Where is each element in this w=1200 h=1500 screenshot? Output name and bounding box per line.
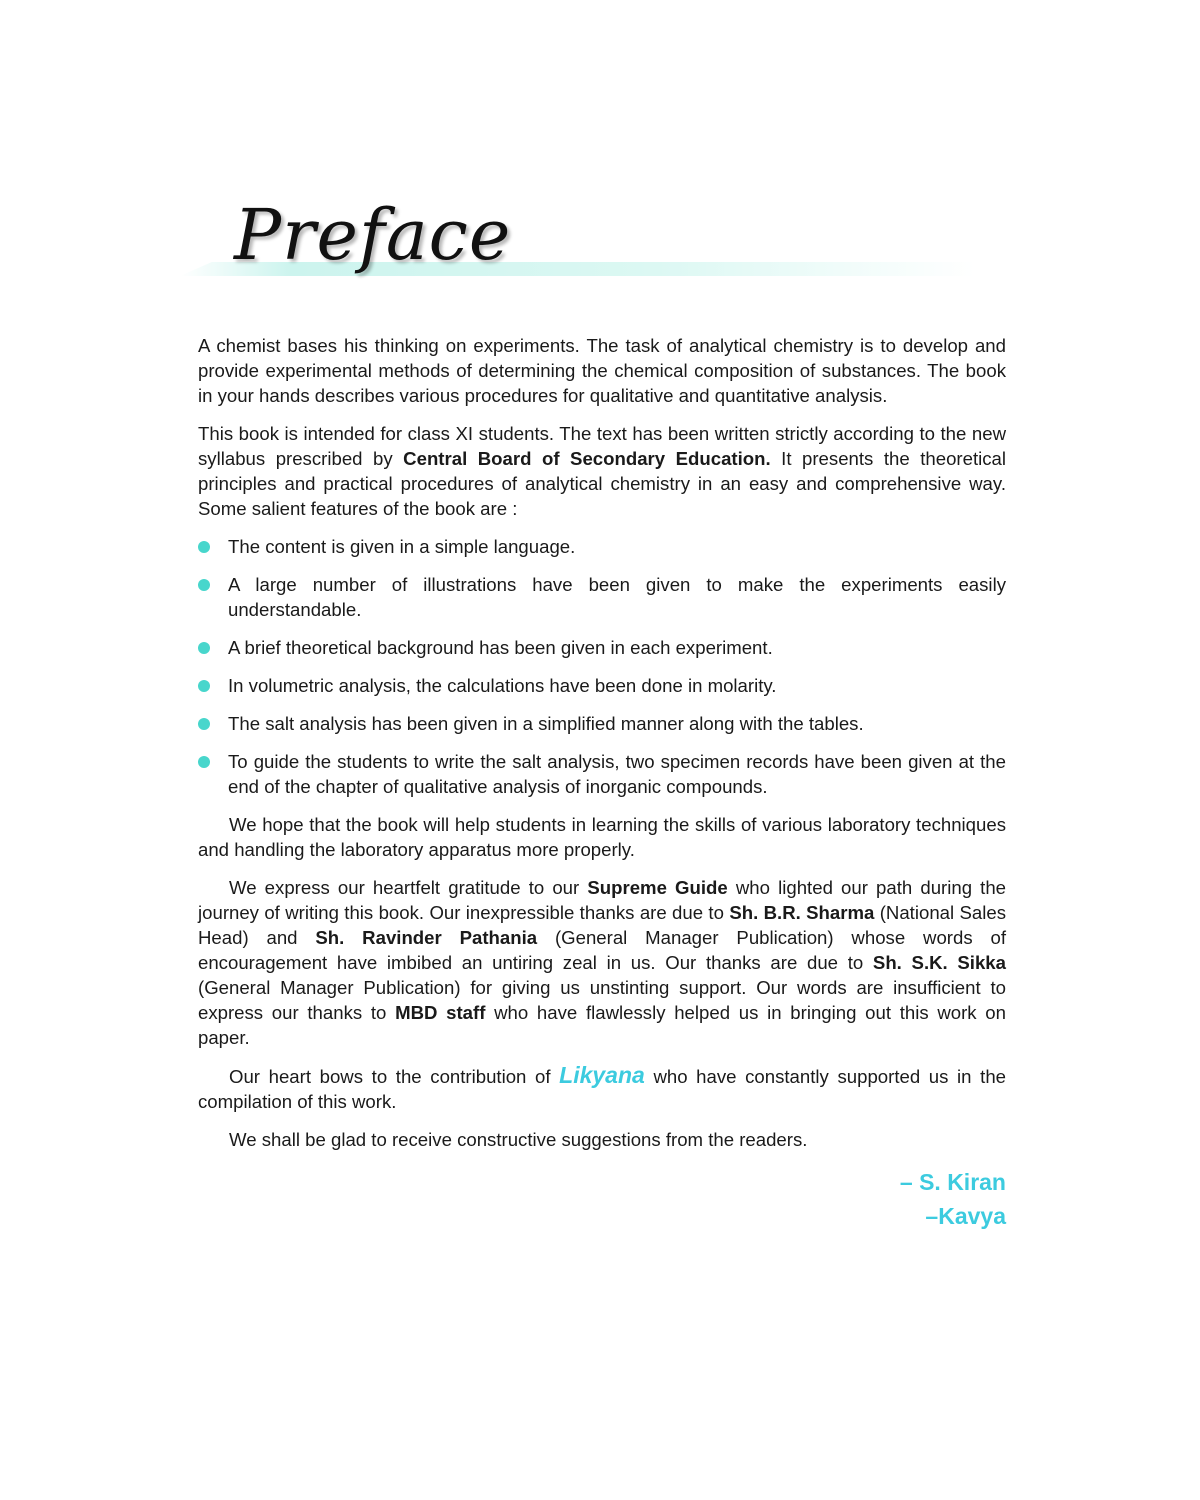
- paragraph-contribution: [198, 1063, 1006, 1114]
- gratitude-text-6: who have flawlessly helped us in bringing out this work on paper.: [198, 1002, 1006, 1048]
- gratitude-text-2: who lighted our path during the journey of writing this book. Our inexpressible thanks are due to: [198, 877, 1007, 923]
- preface-heading: [180, 186, 975, 296]
- purpose-text-b: It presents the theoretical principles and practical procedures of analytical chemistry in an easy and comprehensive way. Some salient features of the book are :: [198, 448, 1007, 519]
- paragraph-hope: We hope that the book will help students in learning the skills of various laboratory techniques and handling the laboratory apparatus more properly.: [198, 814, 1006, 860]
- bullet-dot-icon: [198, 579, 210, 591]
- gratitude-bold-3: Sh. Ravinder Pathania: [315, 927, 538, 948]
- list-item: [198, 572, 1006, 622]
- preface-body: [198, 333, 1006, 1233]
- paragraph-intro: A chemist bases his thinking on experiments. The task of analytical chemistry is to develop and provide experimental methods of determining the chemical composition of substances. The book in your hands describes various procedures for qualitative and quantitative analysis.: [198, 335, 1006, 406]
- signature-kavya: –Kavya: [925, 1203, 1006, 1229]
- paragraph-gratitude: [198, 875, 1006, 1050]
- bullet-dot-icon: [198, 680, 210, 692]
- list-item-text: A large number of illustrations have been given to make the experiments easily understandable.: [228, 574, 1006, 620]
- gratitude-text-5: (General Manager Publication) for giving us unstinting support. Our words are insufficient to express our thanks to: [198, 977, 1006, 1023]
- list-item-text: A brief theoretical background has been given in each experiment.: [228, 637, 773, 658]
- list-item-text: To guide the students to write the salt analysis, two specimen records have been given at the end of the chapter of qualitative analysis of inorganic compounds.: [228, 751, 1006, 797]
- list-item-text: The content is given in a simple language.: [228, 536, 576, 557]
- list-item-text: In volumetric analysis, the calculations have been done in molarity.: [228, 675, 777, 696]
- purpose-text-a: This book is intended for class XI students. The text has been written strictly according to the new syllabus prescribed by: [198, 423, 1006, 469]
- gratitude-bold-1: Supreme Guide: [587, 877, 728, 898]
- page-title: Preface: [234, 194, 512, 276]
- gratitude-text-3: (National Sales Head) and: [198, 902, 1007, 948]
- gratitude-bold-2: Sh. B.R. Sharma: [729, 902, 875, 923]
- bullet-dot-icon: [198, 541, 210, 553]
- list-item: [198, 749, 1006, 799]
- list-item: [198, 534, 1006, 559]
- list-item: [198, 673, 1006, 698]
- signature-s-kiran: – S. Kiran: [899, 1169, 1006, 1195]
- bullet-dot-icon: [198, 642, 210, 654]
- gratitude-bold-4: Sh. S.K. Sikka: [872, 952, 1006, 973]
- features-list: [198, 534, 1006, 799]
- purpose-board-name: Central Board of Secondary Education.: [403, 448, 771, 469]
- bullet-dot-icon: [198, 756, 210, 768]
- gratitude-bold-5: MBD staff: [395, 1002, 486, 1023]
- contribution-text-1: Our heart bows to the contribution of: [229, 1066, 560, 1087]
- list-item-text: The salt analysis has been given in a simplified manner along with the tables.: [228, 713, 864, 734]
- paragraph-closing: We shall be glad to receive constructive suggestions from the readers.: [229, 1129, 808, 1150]
- bullet-dot-icon: [198, 718, 210, 730]
- gratitude-text-1: We express our heartfelt gratitude to our: [229, 877, 588, 898]
- contribution-text-2: who have constantly supported us in the compilation of this work.: [198, 1066, 1006, 1112]
- list-item: [198, 711, 1006, 736]
- paragraph-purpose: [198, 421, 1006, 521]
- brand-name: Likyana: [559, 1062, 645, 1088]
- gratitude-text-4: (General Manager Publication) whose words of encouragement have imbibed an untiring zeal in us. Our thanks are due to: [198, 927, 1007, 973]
- list-item: [198, 635, 1006, 660]
